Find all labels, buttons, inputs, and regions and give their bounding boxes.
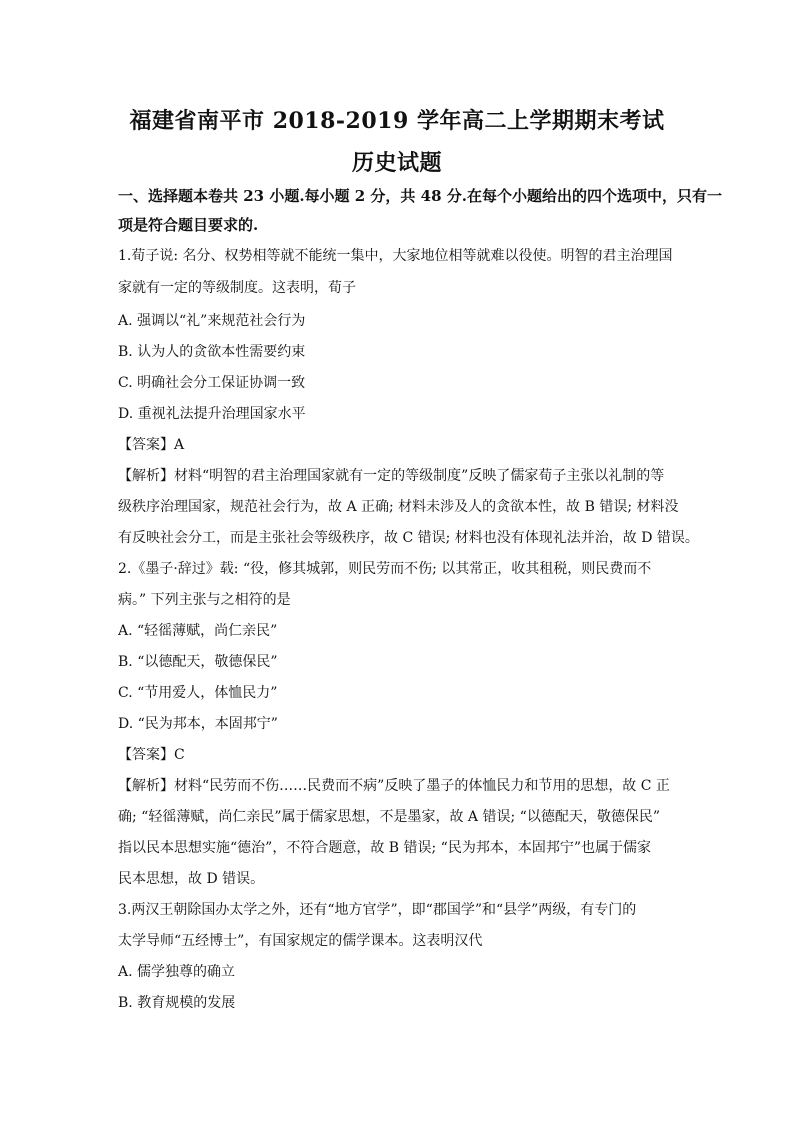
- document-subtitle: 历史试题: [351, 150, 442, 176]
- q3-stem-line-2: 太学导师“五经博士”，有国家规定的儒学课本。这表明汉代: [118, 933, 483, 949]
- q1-analysis-line-3: 有反映社会分工，而是主张社会等级秩序，故 C 错误; 材料也没有体现礼法并治，故 D 错误。: [118, 530, 699, 546]
- q2-option-a: A. “轻徭薄赋，尚仁亲民”: [118, 623, 278, 639]
- q2-analysis-line-1: 【解析】材料“民劳而不伤……民费而不病”反映了墨子的体恤民力和节用的思想，故 C 正: [118, 778, 670, 794]
- q1-option-b: B. 认为人的贪欲本性需要约束: [118, 344, 306, 360]
- q3-stem-line-1: 3.两汉王朝除国办太学之外，还有“地方官学”，即“郡国学”和“县学”两级，有专门的: [118, 902, 637, 918]
- q1-analysis-line-1: 【解析】材料“明智的君主治理国家就有一定的等级制度”反映了儒家荀子主张以礼制的等: [118, 468, 665, 484]
- q2-option-c: C. “节用爱人，体恤民力”: [118, 685, 278, 701]
- q1-stem-line-2: 家就有一定的等级制度。这表明，荀子: [118, 280, 356, 296]
- section-heading-line-1: 一、选择题本卷共 23 小题.每小题 2 分，共 48 分.在每个小题给出的四个选项中，只有一: [118, 187, 722, 205]
- q2-option-b: B. “以德配天，敬德保民”: [118, 654, 278, 670]
- q2-stem-line-1: 2.《墨子·辞过》载: “役，修其城郭，则民劳而不伤; 以其常正，收其租税，则民费而不: [118, 561, 652, 577]
- q1-stem-line-1: 1.荀子说: 名分、权势相等就不能统一集中，大家地位相等就难以役使。明智的君主治理国: [118, 248, 673, 264]
- section-heading-line-2: 项是符合题目要求的.: [118, 216, 259, 234]
- q1-analysis-line-2: 级秩序治理国家，规范社会行为，故 A 正确; 材料未涉及人的贪欲本性，故 B 错误; 材料没: [118, 499, 679, 515]
- q2-analysis-line-4: 民本思想，故 D 错误。: [118, 871, 265, 887]
- q2-stem-line-2: 病。” 下列主张与之相符的是: [118, 592, 291, 608]
- q1-option-a: A. 强调以“礼”来规范社会行为: [118, 313, 306, 329]
- q3-option-b: B. 教育规模的发展: [118, 995, 236, 1011]
- document-title: 福建省南平市 2018-2019 学年高二上学期期末考试: [129, 108, 665, 134]
- q1-option-c: C. 明确社会分工保证协调一致: [118, 375, 306, 391]
- q2-analysis-line-2: 确; “轻徭薄赋，尚仁亲民”属于儒家思想，不是墨家，故 A 错误; “以德配天，敬德保民”: [118, 809, 660, 825]
- q2-analysis-line-3: 指以民本思想实施“德治”，不符合题意，故 B 错误; “民为邦本，本固邦宁”也属于儒家: [118, 840, 651, 856]
- q1-option-d: D. 重视礼法提升治理国家水平: [118, 406, 306, 422]
- q2-option-d: D. “民为邦本，本固邦宁”: [118, 716, 278, 732]
- q2-answer: 【答案】C: [118, 747, 185, 763]
- q3-option-a: A. 儒学独尊的确立: [118, 964, 236, 980]
- q1-answer: 【答案】A: [118, 437, 185, 453]
